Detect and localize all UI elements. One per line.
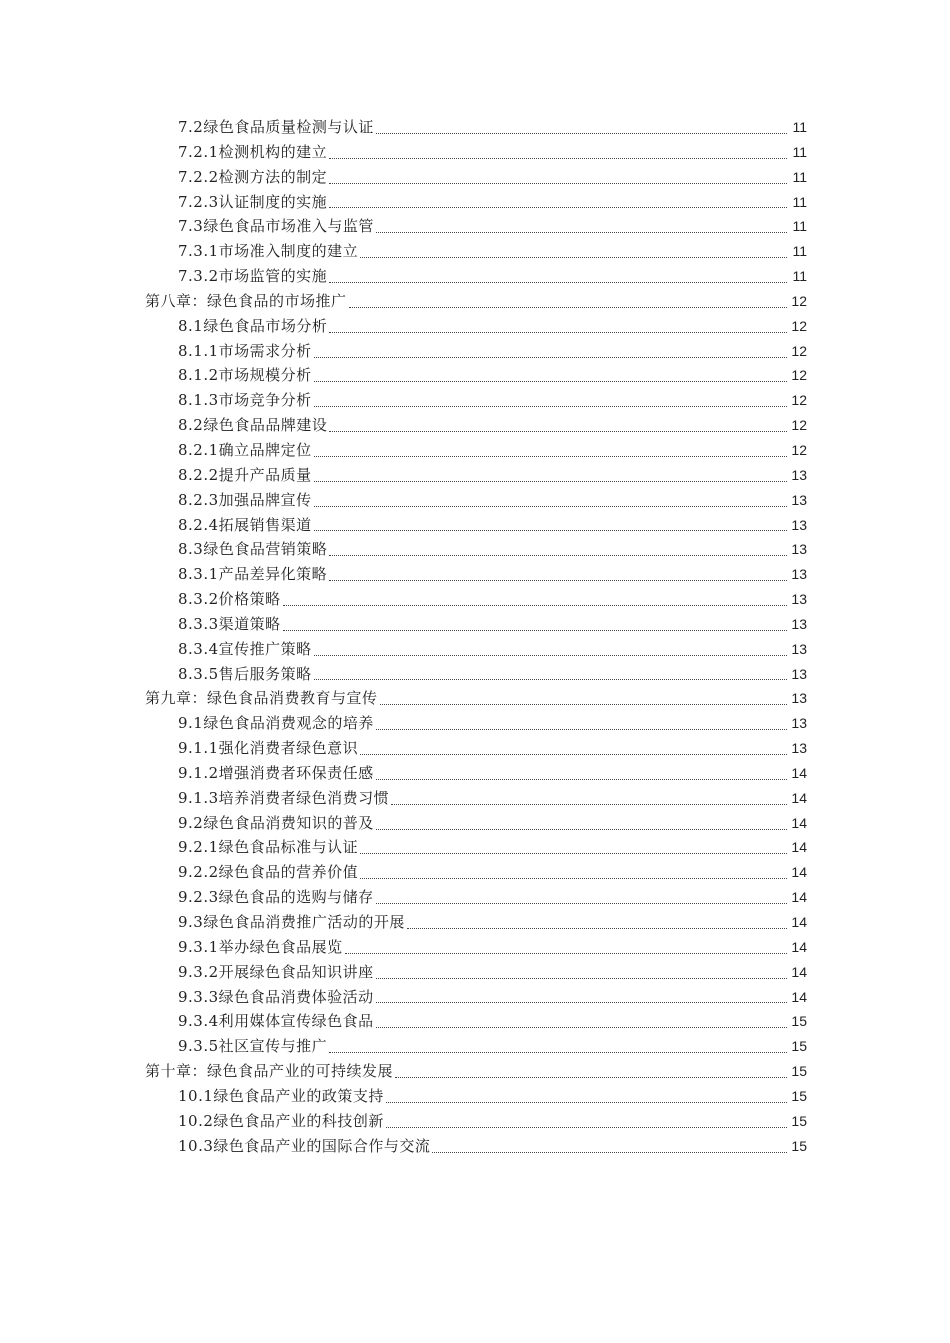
toc-entry-title: 认证制度的实施 [218, 192, 328, 211]
dot-leader [360, 853, 787, 854]
toc-entry-title: 绿色食品产业的可持续发展 [207, 1062, 394, 1081]
toc-entry[interactable] [0, 736, 950, 761]
toc-entry-page-number: 15 [791, 1013, 807, 1030]
toc-entry-page-number: 11 [792, 143, 807, 160]
toc-entry-number: 10.2 [178, 1111, 214, 1130]
toc-entry-page-number: 11 [792, 168, 807, 185]
toc-entry-page-number: 14 [791, 864, 807, 881]
dot-leader [329, 183, 787, 184]
dot-leader [360, 257, 787, 258]
toc-entry-title: 绿色食品消费知识的普及 [203, 813, 374, 832]
toc-entry-page-number: 14 [791, 764, 807, 781]
dot-leader [329, 282, 787, 283]
toc-entry-title: 加强品牌宣传 [218, 490, 312, 509]
toc-entry-title: 市场规模分析 [218, 366, 312, 385]
toc-entry[interactable] [0, 537, 950, 562]
toc-entry[interactable] [0, 190, 950, 215]
dot-leader [314, 357, 787, 358]
toc-entry-page-number: 13 [791, 541, 807, 558]
toc-entry-title: 增强消费者环保责任感 [218, 763, 374, 782]
toc-entry[interactable] [0, 835, 950, 860]
toc-entry-title: 举办绿色食品展览 [218, 937, 343, 956]
toc-entry-title: 绿色食品标准与认证 [218, 838, 359, 857]
toc-entry[interactable] [0, 811, 950, 836]
toc-entry-title: 绿色食品产业的科技创新 [213, 1111, 384, 1130]
toc-entry[interactable] [0, 165, 950, 190]
dot-leader [432, 1152, 787, 1153]
toc-entry-page-number: 13 [791, 665, 807, 682]
toc-entry[interactable] [0, 935, 950, 960]
toc-entry-number: 9.1.3 [178, 788, 219, 807]
toc-entry-number: 10.1 [178, 1086, 214, 1105]
toc-entry[interactable] [0, 463, 950, 488]
dot-leader [376, 829, 787, 830]
toc-entry[interactable] [0, 761, 950, 786]
toc-entry-number: 8.1.2 [178, 366, 219, 385]
toc-entry-title: 宣传推广策略 [218, 639, 312, 658]
dot-leader [376, 978, 787, 979]
toc-entry-page-number: 11 [792, 268, 807, 285]
toc-entry-page-number: 11 [792, 218, 807, 235]
toc-entry[interactable] [0, 388, 950, 413]
toc-entry-number: 9.3.3 [178, 987, 219, 1006]
toc-entry-title: 绿色食品市场分析 [203, 316, 328, 335]
toc-entry[interactable] [0, 1134, 950, 1159]
toc-entry-title: 利用媒体宣传绿色食品 [218, 1012, 374, 1031]
toc-entry-number: 7.3.2 [178, 267, 219, 286]
toc-entry[interactable] [0, 1009, 950, 1034]
dot-leader [395, 1077, 787, 1078]
toc-entry-number: 9.3.2 [178, 962, 219, 981]
toc-entry-page-number: 14 [791, 963, 807, 980]
toc-entry-page-number: 13 [791, 740, 807, 757]
toc-entry-title: 确立品牌定位 [218, 440, 312, 459]
toc-entry-title: 开展绿色食品知识讲座 [218, 962, 374, 981]
toc-entry-page-number: 14 [791, 839, 807, 856]
toc-entry-number: 8.3 [178, 540, 204, 559]
dot-leader [380, 704, 787, 705]
toc-entry-page-number: 13 [791, 491, 807, 508]
toc-entry-title: 绿色食品产业的国际合作与交流 [213, 1136, 431, 1155]
toc-entry-number: 9.2.1 [178, 838, 219, 857]
toc-entry[interactable] [0, 637, 950, 662]
toc-entry-number: 第十章： [145, 1062, 208, 1081]
dot-leader [283, 605, 787, 606]
toc-entry[interactable] [0, 686, 950, 711]
toc-entry-title: 绿色食品消费推广活动的开展 [203, 913, 405, 931]
toc-entry-title: 市场竞争分析 [218, 391, 312, 410]
dot-leader [314, 530, 787, 531]
toc-entry-page-number: 12 [791, 367, 807, 384]
dot-leader [314, 406, 787, 407]
toc-entry-page-number: 13 [791, 715, 807, 732]
dot-leader [386, 1102, 787, 1103]
toc-entry-title: 社区宣传与推广 [218, 1037, 328, 1056]
toc-entry-number: 9.2.3 [178, 888, 219, 907]
toc-entry-title: 产品差异化策略 [218, 565, 328, 584]
toc-entry[interactable] [0, 612, 950, 637]
dot-leader [386, 1127, 787, 1128]
dot-leader [376, 729, 787, 730]
toc-entry-title: 价格策略 [218, 590, 281, 609]
dot-leader [376, 779, 787, 780]
dot-leader [314, 481, 787, 482]
toc-entry[interactable] [0, 339, 950, 364]
toc-entry-title: 渠道策略 [218, 614, 281, 633]
dot-leader [360, 878, 787, 879]
dot-leader [376, 903, 787, 904]
dot-leader [391, 804, 787, 805]
dot-leader [314, 381, 787, 382]
toc-entry[interactable] [0, 140, 950, 165]
toc-entry[interactable] [0, 363, 950, 388]
toc-entry-page-number: 13 [791, 466, 807, 483]
toc-entry[interactable] [0, 1109, 950, 1134]
toc-entry-page-number: 12 [791, 292, 807, 309]
toc-entry-number: 8.2.1 [178, 440, 219, 459]
toc-entry-title: 培养消费者绿色消费习惯 [218, 788, 390, 807]
toc-entry-page-number: 15 [791, 1087, 807, 1104]
toc-entry-page-number: 12 [791, 417, 807, 434]
toc-entry-number: 8.1 [178, 316, 204, 335]
toc-entry-number: 8.2.2 [178, 465, 219, 484]
toc-entry[interactable] [0, 314, 950, 339]
dot-leader [329, 332, 787, 333]
dot-leader [329, 158, 787, 159]
toc-entry-page-number: 15 [791, 1063, 807, 1080]
toc-entry-page-number: 13 [791, 690, 807, 707]
toc-entry-number: 8.3.5 [178, 664, 219, 683]
toc-entry-number: 7.3 [178, 217, 204, 236]
toc-entry-page-number: 14 [791, 988, 807, 1005]
toc-entry-page-number: 15 [791, 1038, 807, 1055]
toc-entry-title: 绿色食品产业的政策支持 [213, 1086, 384, 1105]
toc-entry-number: 8.2.3 [178, 490, 219, 509]
dot-leader [376, 232, 787, 233]
toc-entry[interactable] [0, 1084, 950, 1109]
toc-entry-title: 市场准入制度的建立 [218, 242, 359, 261]
toc-entry[interactable] [0, 910, 950, 935]
toc-entry-page-number: 13 [791, 516, 807, 533]
dot-leader [329, 207, 787, 208]
dot-leader [376, 133, 787, 134]
dot-leader [376, 1027, 787, 1028]
toc-entry-page-number: 12 [791, 317, 807, 334]
toc-entry-title: 绿色食品的营养价值 [218, 863, 359, 882]
dot-leader [345, 953, 787, 954]
toc-entry-page-number: 13 [791, 615, 807, 632]
toc-entry-number: 9.1.1 [178, 739, 219, 758]
toc-entry-title: 绿色食品品牌建设 [203, 416, 328, 435]
toc-entry-page-number: 13 [791, 566, 807, 583]
toc-entry[interactable] [0, 239, 950, 264]
dot-leader [360, 754, 787, 755]
toc-entry-page-number: 14 [791, 914, 807, 930]
toc-entry-title: 绿色食品消费观念的培养 [203, 714, 374, 733]
toc-entry[interactable] [0, 214, 950, 239]
toc-entry-number: 7.2.3 [178, 192, 219, 211]
toc-entry[interactable] [0, 1059, 950, 1084]
dot-leader [407, 928, 787, 929]
toc-entry-title: 绿色食品市场准入与监管 [203, 217, 374, 236]
toc-entry-number: 10.3 [178, 1136, 214, 1155]
toc-entry-number: 8.3.1 [178, 565, 219, 584]
toc-entry-page-number: 12 [791, 392, 807, 409]
toc-entry-title: 绿色食品的选购与储存 [218, 888, 374, 907]
toc-entry[interactable] [0, 885, 950, 910]
dot-leader [376, 1002, 787, 1003]
toc-entry[interactable] [0, 264, 950, 289]
toc-entry-number: 9.3 [178, 913, 204, 931]
toc-entry-number: 7.3.1 [178, 242, 219, 261]
toc-entry-title: 检测机构的建立 [218, 142, 328, 161]
dot-leader [314, 679, 787, 680]
toc-entry-page-number: 14 [791, 814, 807, 831]
toc-entry-page-number: 14 [791, 789, 807, 806]
dot-leader [314, 506, 787, 507]
toc-entry[interactable] [0, 438, 950, 463]
toc-entry-number: 第九章： [145, 689, 208, 708]
toc-entry-title: 市场需求分析 [218, 341, 312, 360]
dot-leader [283, 630, 787, 631]
toc-entry-number: 9.3.5 [178, 1037, 219, 1056]
toc-entry-title: 售后服务策略 [218, 664, 312, 683]
toc-entry-page-number: 13 [791, 640, 807, 657]
toc-entry[interactable] [0, 289, 950, 314]
toc-entry-number: 9.2 [178, 813, 204, 832]
toc-entry-page-number: 12 [791, 441, 807, 458]
toc-entry-number: 8.1.3 [178, 391, 219, 410]
toc-entry[interactable] [0, 860, 950, 885]
dot-leader [314, 456, 787, 457]
toc-entry-page-number: 11 [792, 119, 807, 135]
toc-entry-title: 检测方法的制定 [218, 167, 328, 186]
dot-leader [329, 1052, 787, 1053]
toc-entry-title: 绿色食品消费体验活动 [218, 987, 374, 1006]
toc-entry-page-number: 14 [791, 938, 807, 955]
toc-entry[interactable] [0, 662, 950, 687]
toc-entry-number: 8.3.2 [178, 590, 219, 609]
toc-entry-number: 8.2 [178, 416, 204, 435]
toc-entry-title: 绿色食品营销策略 [203, 540, 328, 559]
toc-entry[interactable] [0, 960, 950, 985]
dot-leader [349, 307, 787, 308]
toc-entry-title: 绿色食品消费教育与宣传 [207, 689, 378, 708]
toc-entry-number: 7.2 [178, 118, 204, 136]
toc-entry-number: 9.2.2 [178, 863, 219, 882]
toc-entry-page-number: 15 [791, 1137, 807, 1154]
toc-entry-title: 绿色食品质量检测与认证 [203, 118, 374, 136]
toc-entry-page-number: 11 [792, 243, 807, 260]
toc-entry-title: 市场监管的实施 [218, 267, 328, 286]
dot-leader [329, 431, 787, 432]
toc-entry-title: 提升产品质量 [218, 465, 312, 484]
toc-entry-number: 9.3.4 [178, 1012, 219, 1031]
toc-entry-page-number: 15 [791, 1112, 807, 1129]
toc-entry[interactable] [0, 985, 950, 1010]
toc-entry-title: 强化消费者绿色意识 [218, 739, 359, 758]
toc-entry[interactable] [0, 1034, 950, 1059]
toc-entry[interactable] [0, 587, 950, 612]
table-of-contents [0, 115, 950, 1158]
toc-entry[interactable] [0, 513, 950, 538]
toc-entry-page-number: 14 [791, 889, 807, 906]
toc-entry-title: 拓展销售渠道 [218, 515, 312, 534]
toc-entry-number: 8.3.4 [178, 639, 219, 658]
toc-entry-page-number: 11 [792, 193, 807, 210]
dot-leader [329, 580, 787, 581]
toc-entry[interactable] [0, 562, 950, 587]
dot-leader [314, 655, 787, 656]
dot-leader [329, 555, 787, 556]
toc-entry-page-number: 12 [791, 342, 807, 359]
toc-entry-number: 7.2.2 [178, 167, 219, 186]
toc-entry-number: 8.2.4 [178, 515, 219, 534]
toc-entry[interactable] [0, 413, 950, 438]
toc-entry-number: 7.2.1 [178, 142, 219, 161]
toc-entry-number: 9.1.2 [178, 763, 219, 782]
toc-entry[interactable] [0, 488, 950, 513]
toc-entry-number: 9.3.1 [178, 937, 219, 956]
toc-entry-page-number: 13 [791, 591, 807, 608]
toc-entry-number: 第八章： [145, 291, 208, 310]
toc-entry-number: 8.3.3 [178, 614, 219, 633]
toc-entry-number: 8.1.1 [178, 341, 219, 360]
toc-entry-title: 绿色食品的市场推广 [207, 291, 347, 310]
toc-entry[interactable] [0, 115, 950, 140]
toc-entry-number: 9.1 [178, 714, 204, 733]
toc-entry[interactable] [0, 711, 950, 736]
toc-entry[interactable] [0, 786, 950, 811]
